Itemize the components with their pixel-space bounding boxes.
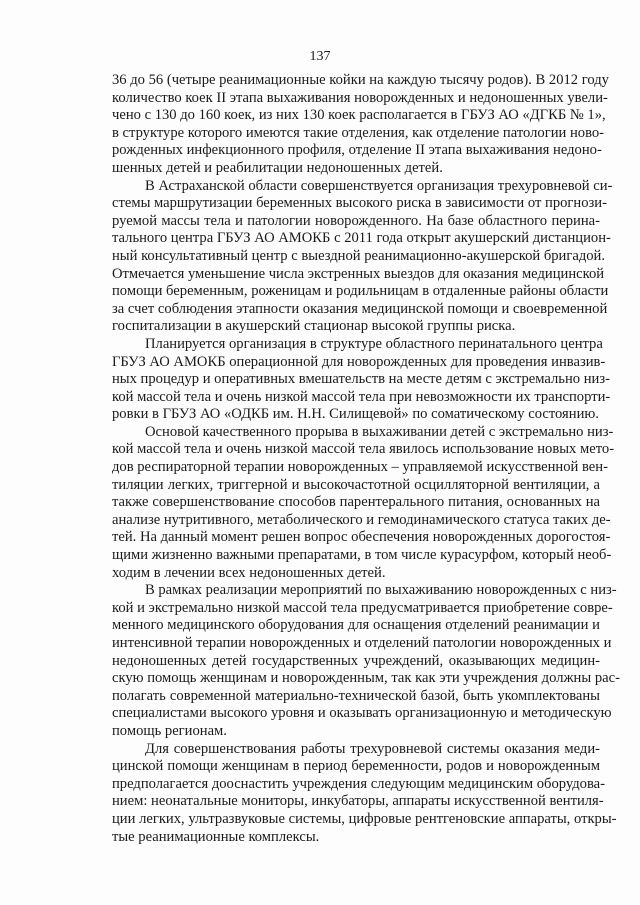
text-line: Основой качественного прорыва в выхаживании детей с экстремально низ- [145,423,614,440]
text-line: тей. На данный момент решен вопрос обеспечения новорожденных дорогостоя- [112,529,611,546]
text-line: руемой массы тела и патологии новорожденного. На базе областного перина- [112,212,600,229]
text-line: кой и экстремально низкой массой тела предусматривается приобретение совре- [112,599,613,616]
text-line: Отмечается уменьшение числа экстренных выездов для оказания медицинской [112,265,605,282]
paragraph [112,335,611,424]
text-line: госпитализации в акушерский стационар высокой группы риска. [112,318,516,335]
text-line: кой массой тела и очень низкой массой тела явилось использование новых мето- [112,441,615,458]
text-line: ходим в лечении всех недоношенных детей. [112,564,386,581]
text-line: кой массой тела и очень низкой массой тела при невозможности их транспорти- [112,388,611,405]
text-line: тиляции легких, триггерной и высокочастотной осцилляторной вентиляции, а [112,476,600,493]
text-line: щими жизненно важными препаратами, в том числе курасурфом, который необ- [112,547,612,564]
text-line: ции легких, ультразвуковые системы, цифровые рентгеновские аппараты, откры- [112,810,617,827]
text-line: количество коек II этапа выхаживания новорожденных и недоношенных увели- [112,89,608,106]
text-line: нием: неонатальные мониторы, инкубаторы, аппараты искусственной вентиля- [112,793,604,810]
text-line: дов респираторной терапии новорожденных – управляемой искусственной вен- [112,459,608,476]
text-line: чено с 130 до 160 коек, из них 130 коек располагается в ГБУЗ АО «ДГКБ № 1», [112,107,606,124]
text-line: Для совершенствования работы трехуровневой системы оказания меди- [145,740,600,757]
text-line: 36 до 56 (четыре реанимационные койки на каждую тысячу родов). В 2012 году [112,72,609,88]
text-line: помощь регионам. [112,722,227,739]
paragraph [112,582,620,740]
paragraph [112,740,617,847]
text-line: тального центра ГБУЗ АО АМОКБ с 2011 года открыт акушерский дистанцион- [112,230,611,247]
text-line: предполагается дооснастить учреждения следующим медицинским оборудова- [112,775,606,792]
text-line: шенных детей и реабилитации недоношенных детей. [112,159,443,176]
text-line: недоношенных детей государственных учреждений, оказывающих медицин- [112,652,600,669]
text-line: менного медицинского оборудования для оснащения отделений реанимации и [112,617,600,634]
text-line: ных процедур и оперативных вмешательств на месте детям с экстремально низ- [112,371,610,388]
paragraph [112,72,609,178]
document-body [112,72,620,846]
text-line: стемы маршрутизации беременных высокого риска в зависимости от прогнози- [112,195,607,212]
text-line: полагать современной материально-технической базой, быть укомплектованы [112,687,600,704]
text-line: скую помощь женщинам и новорожденным, так как эти учреждения должны рас- [112,670,620,687]
text-line: специалистами высокого уровня и оказывать организационную и методическую [112,705,612,722]
text-line: В Астраханской области совершенствуется организация трехуровневой си- [145,177,613,194]
text-line: рожденных инфекционного профиля, отделение II этапа выхаживания недоно- [112,142,602,159]
text-line: тые реанимационные комплексы. [112,828,320,845]
text-line: анализе нутритивного, метаболического и гемодинамического статуса таких де- [112,511,611,528]
text-line: цинской помощи женщинам в период беременности, родов и новорожденным [112,758,600,775]
paragraph [112,177,613,336]
text-line: интенсивной терапии новорожденных и отделений патологии новорожденных и [112,635,612,651]
text-line: ный консультативный центр с выездной реанимационно-акушерской бригадой. [112,247,606,264]
text-line: также совершенствование способов парентерального питания, основанных на [112,494,600,511]
text-line: ровки в ГБУЗ АО «ОДКБ им. Н.Н. Силищевой» по соматическому состоянию. [112,406,599,423]
page-number: 137 [309,49,331,64]
text-line: помощи беременным, роженицам и родильницам в отдаленные районы области [112,283,609,300]
text-line: ГБУЗ АО АМОКБ операционной для новорожденных для проведения инвазив- [112,353,606,370]
paragraph [112,423,615,582]
text-line: за счет соблюдения этапности оказания медицинской помощи и своевременной [112,300,608,317]
text-line: В рамках реализации мероприятий по выхаживанию новорожденных с низ- [145,582,617,599]
text-line: Планируется организация в структуре областного перинатального центра [145,335,603,352]
text-line: в структуре которого имеются такие отделения, как отделение патологии ново- [112,124,605,141]
